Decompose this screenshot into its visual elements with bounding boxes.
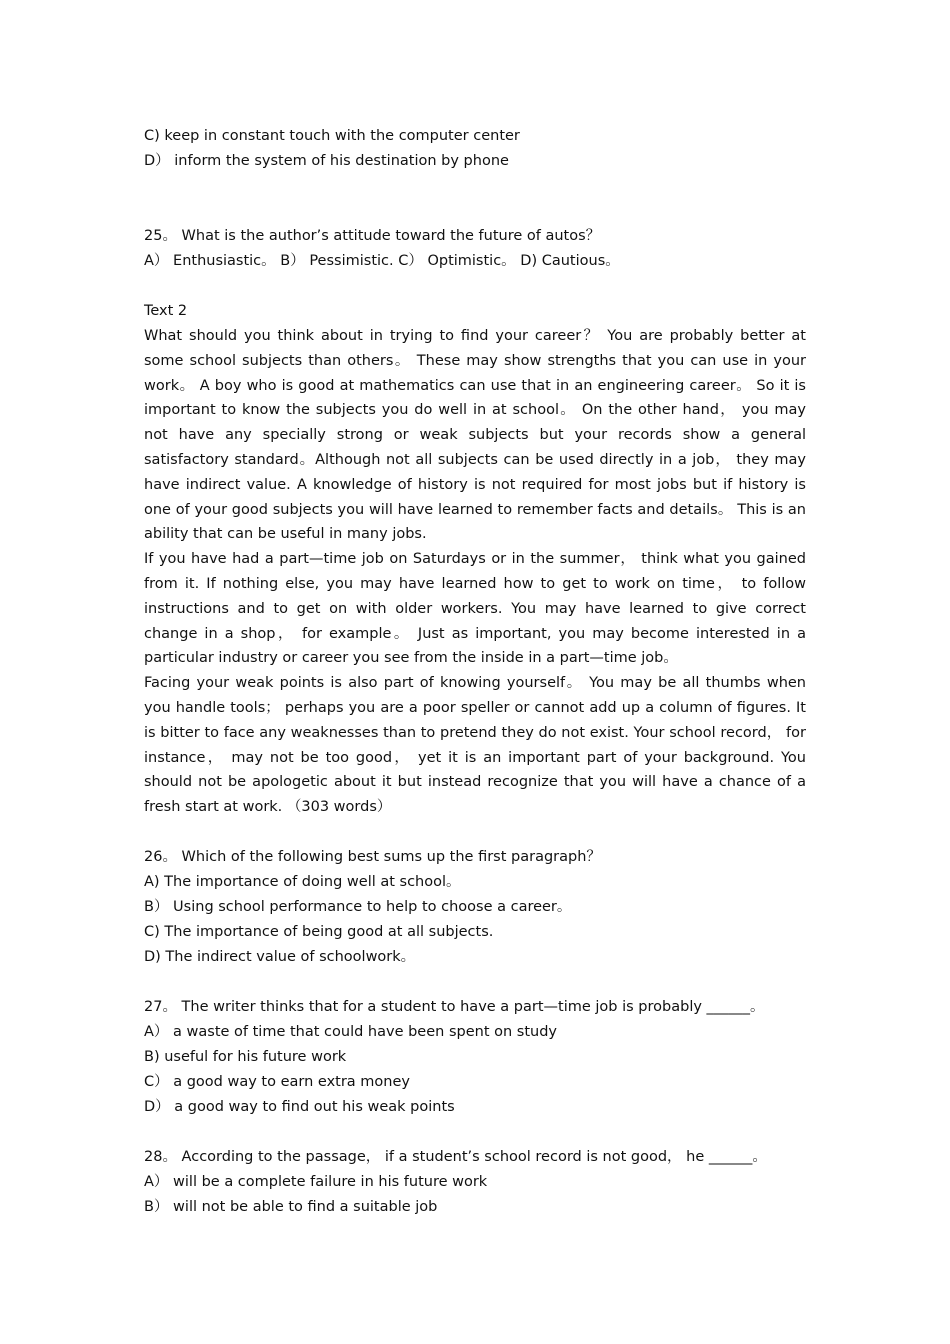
q28-option-a: A） will be a complete failure in his future work <box>144 1173 488 1190</box>
document-page <box>144 124 806 1220</box>
q27-option-b: B) useful for his future work <box>144 1048 347 1065</box>
q26-option-c: C) The importance of being good at all subjects. <box>144 923 494 940</box>
q26-option-d: D) The indirect value of schoolwork。 <box>144 948 416 965</box>
q26-option-a: A) The importance of doing well at school。 <box>144 873 461 890</box>
q27-option-c: C） a good way to earn extra money <box>144 1073 410 1090</box>
q26-option-b: B） Using school performance to help to choose a career。 <box>144 898 572 915</box>
text2-heading: Text 2 <box>144 303 188 319</box>
q28-question: 28。 According to the passage， if a student’s school record is not good， he ______。 <box>144 1148 767 1165</box>
q28-option-b: B） will not be able to find a suitable job <box>144 1198 438 1215</box>
q24-option-c: C) keep in constant touch with the computer center <box>144 128 520 144</box>
q27-question: 27。 The writer thinks that for a student to have a part—time job is probably ______。 <box>144 998 765 1015</box>
text2-paragraph-1: What should you think about in trying to find your career？ You are probably better at some school subjects than others。 These may show strengths that you can use in your work。 A boy who is good at mathematics can use that in an engineering career。 So it is important to know the subjects you do well in at school。 On the other hand， you may not have any specially strong or weak subjects but your records show a general satisfactory standard。Although not all subjects can be used directly in a job， they may have indirect value. A knowledge of history is not required for most jobs but if history is one of your good subjects you will have learned to remember facts and details。 This is an ability that can be useful in many jobs. <box>144 328 806 543</box>
text2-paragraph-3: Facing your weak points is also part of knowing yourself。 You may be all thumbs when you handle tools； perhaps you are a poor speller or cannot add up a column of figures. It is bitter to face any weaknesses than to pretend they do not exist. Your school record， for instance， may not be too good， yet it is an important part of your background. You should not be apologetic about it but instead recognize that you will have a chance of a fresh start at work. （303 words） <box>144 675 806 816</box>
q26-question: 26。 Which of the following best sums up the first paragraph？ <box>144 848 601 865</box>
q25-question: 25。 What is the author’s attitude toward the future of autos？ <box>144 228 601 244</box>
q24-option-d: D） inform the system of his destination by phone <box>144 153 509 169</box>
q25-options: A） Enthusiastic。 B） Pessimistic. C） Optimistic。 D) Cautious。 <box>144 253 620 269</box>
q27-option-d: D） a good way to find out his weak points <box>144 1098 455 1115</box>
text2-paragraph-2: If you have had a part—time job on Saturdays or in the summer， think what you gained from it. If nothing else, you may have learned how to get to work on time， to follow instructions and to get on with older workers. You may have learned to give correct change in a shop， for example。 Just as important, you may become interested in a particular industry or career you see from the inside in a part—time job。 <box>144 551 806 667</box>
q27-option-a: A） a waste of time that could have been spent on study <box>144 1023 558 1040</box>
